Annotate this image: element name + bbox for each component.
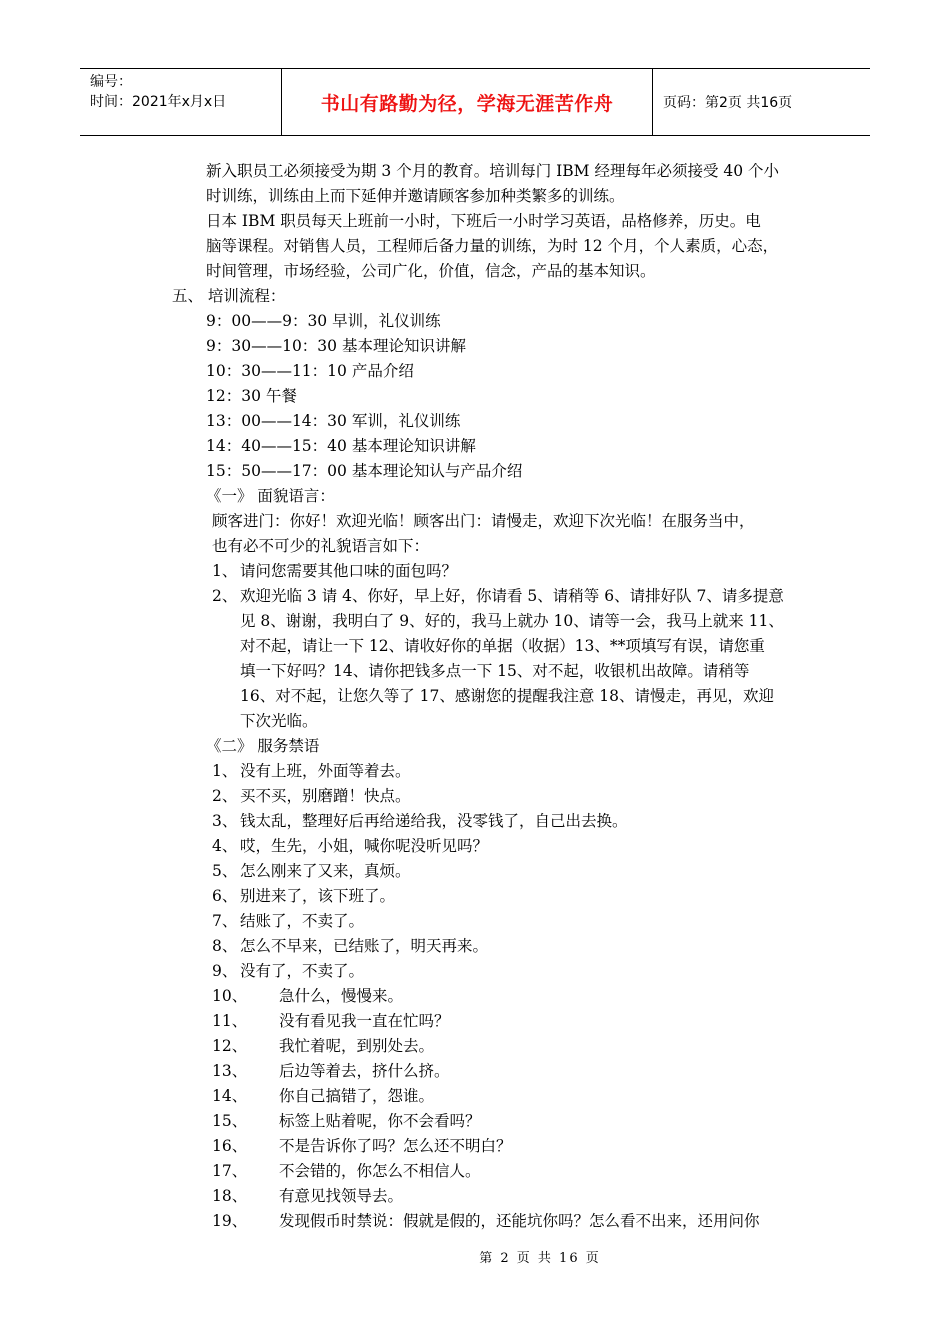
list-item-text: 钱太乱，整理好后再给递给我，没零钱了，自己出去换。 [240,812,628,830]
subsection-heading: 《一》 面貌语言： [206,487,335,505]
list-item-text: 没有看见我一直在忙吗？ [279,1012,450,1030]
list-number: 12、 [212,1037,248,1055]
paragraph-line: 时间管理，市场经验，公司广化，价值，信念，产品的基本知识。 [206,262,656,280]
list-item-text: 不会错的，你怎么不相信人。 [279,1162,481,1180]
list-item-text: 填一下好吗？14、请你把钱多点一下 15、对不起，收银机出故障。请稍等 [240,662,750,680]
list-item-text: 没有上班，外面等着去。 [240,762,411,780]
list-number: 9、 [212,962,238,980]
list-number: 3、 [212,812,238,830]
header-motto: 书山有路勤为径，学海无涯苦作舟 [320,92,614,115]
list-item-text: 不是告诉你了吗？怎么还不明白？ [279,1137,512,1155]
list-number: 5、 [212,862,238,880]
paragraph-line: 日本 IBM 职员每天上班前一小时，下班后一小时学习英语，品格修养，历史。电 [206,212,761,230]
list-item-text: 请问您需要其他口味的面包吗？ [240,562,458,580]
list-item-text: 我忙着呢，到别处去。 [279,1037,435,1055]
list-item-text: 你自己搞错了，怨谁。 [279,1087,435,1105]
list-item-text: 对不起，请让一下 12、请收好你的单据（收据）13、**项填写有误，请您重 [240,637,765,655]
list-number: 17、 [212,1162,248,1180]
page-footer [0,1247,950,1266]
list-item-text: 16、对不起，让您久等了 17、感谢您的提醒我注意 18、请慢走，再见，欢迎 [240,687,775,705]
list-item-text: 见 8、谢谢，我明白了 9、好的，我马上就办 10、请等一会，我马上就来 11、 [240,612,784,630]
schedule-item: 9：00——9：30 早训，礼仪训练 [206,312,441,330]
list-item-text: 怎么刚来了又来，真烦。 [240,862,411,880]
list-item-text: 没有了，不卖了。 [240,962,365,980]
list-number: 18、 [212,1187,248,1205]
list-number: 11、 [212,1012,248,1030]
list-number: 1、 [212,762,238,780]
list-item-text: 买不买，别磨蹭！快点。 [240,787,411,805]
paragraph-line: 时训练，训练由上而下延伸并邀请顾客参加种类繁多的训练。 [206,187,625,205]
schedule-item: 14：40——15：40 基本理论知识讲解 [206,437,476,455]
list-item-text: 后边等着去，挤什么挤。 [279,1062,450,1080]
schedule-item: 13：00——14：30 军训，礼仪训练 [206,412,461,430]
list-number: 16、 [212,1137,248,1155]
paragraph-line: 新入职员工必须接受为期 3 个月的教育。培训每门 IBM 经理每年必须接受 40 个小 [206,162,780,180]
list-item-text: 哎，生先，小姐，喊你呢没听见吗？ [240,837,489,855]
list-number: 14、 [212,1087,248,1105]
list-number: 6、 [212,887,238,905]
subsection-heading: 《二》 服务禁语 [206,737,320,755]
list-item-text: 标签上贴着呢，你不会看吗？ [279,1112,481,1130]
header-page-cell [653,69,870,135]
footer-page-number: 第 2 页 共 16 页 [479,1251,601,1266]
schedule-item: 10：30——11：10 产品介绍 [206,362,414,380]
list-number: 2、 [212,587,238,605]
list-number: 2、 [212,787,238,805]
list-item-text: 怎么不早来，已结账了，明天再来。 [240,937,489,955]
list-number: 8、 [212,937,238,955]
list-item-text: 别进来了，该下班了。 [240,887,396,905]
schedule-item: 9：30——10：30 基本理论知识讲解 [206,337,466,355]
page-number-label: 页码：第2页 共16页 [663,95,793,111]
section-heading: 五、 培训流程： [172,287,286,305]
list-item-text: 急什么，慢慢来。 [279,987,404,1005]
paragraph-line: 也有必不可少的礼貌语言如下： [212,537,430,555]
header-meta [80,69,281,135]
list-item-text: 发现假币时禁说：假就是假的，还能坑你吗？怎么看不出来，还用问你 [279,1212,760,1230]
list-number: 15、 [212,1112,248,1130]
date-label: 时间：2021年x月x日 [90,94,227,110]
schedule-item: 15：50——17：00 基本理论知认与产品介绍 [206,462,523,480]
list-number: 1、 [212,562,238,580]
list-item-text: 欢迎光临 3 请 4、你好，早上好，你请看 5、请稍等 6、请排好队 7、请多提意 [240,587,784,605]
serial-number-label: 编号： [90,74,132,90]
paragraph-line: 顾客进门：你好！欢迎光临！顾客出门：请慢走，欢迎下次光临！在服务当中， [212,512,755,530]
page-header [80,68,870,136]
schedule-item: 12：30 午餐 [206,387,297,405]
list-number: 13、 [212,1062,248,1080]
list-item-text: 结账了，不卖了。 [240,912,365,930]
list-number: 7、 [212,912,238,930]
list-number: 19、 [212,1212,248,1230]
header-motto-cell [281,69,653,135]
list-item-text: 有意见找领导去。 [279,1187,404,1205]
list-number: 4、 [212,837,238,855]
list-item-text: 下次光临。 [240,712,318,730]
list-number: 10、 [212,987,248,1005]
paragraph-line: 脑等课程。对销售人员，工程师后备力量的训练，为时 12 个月，个人素质，心态， [206,237,779,255]
